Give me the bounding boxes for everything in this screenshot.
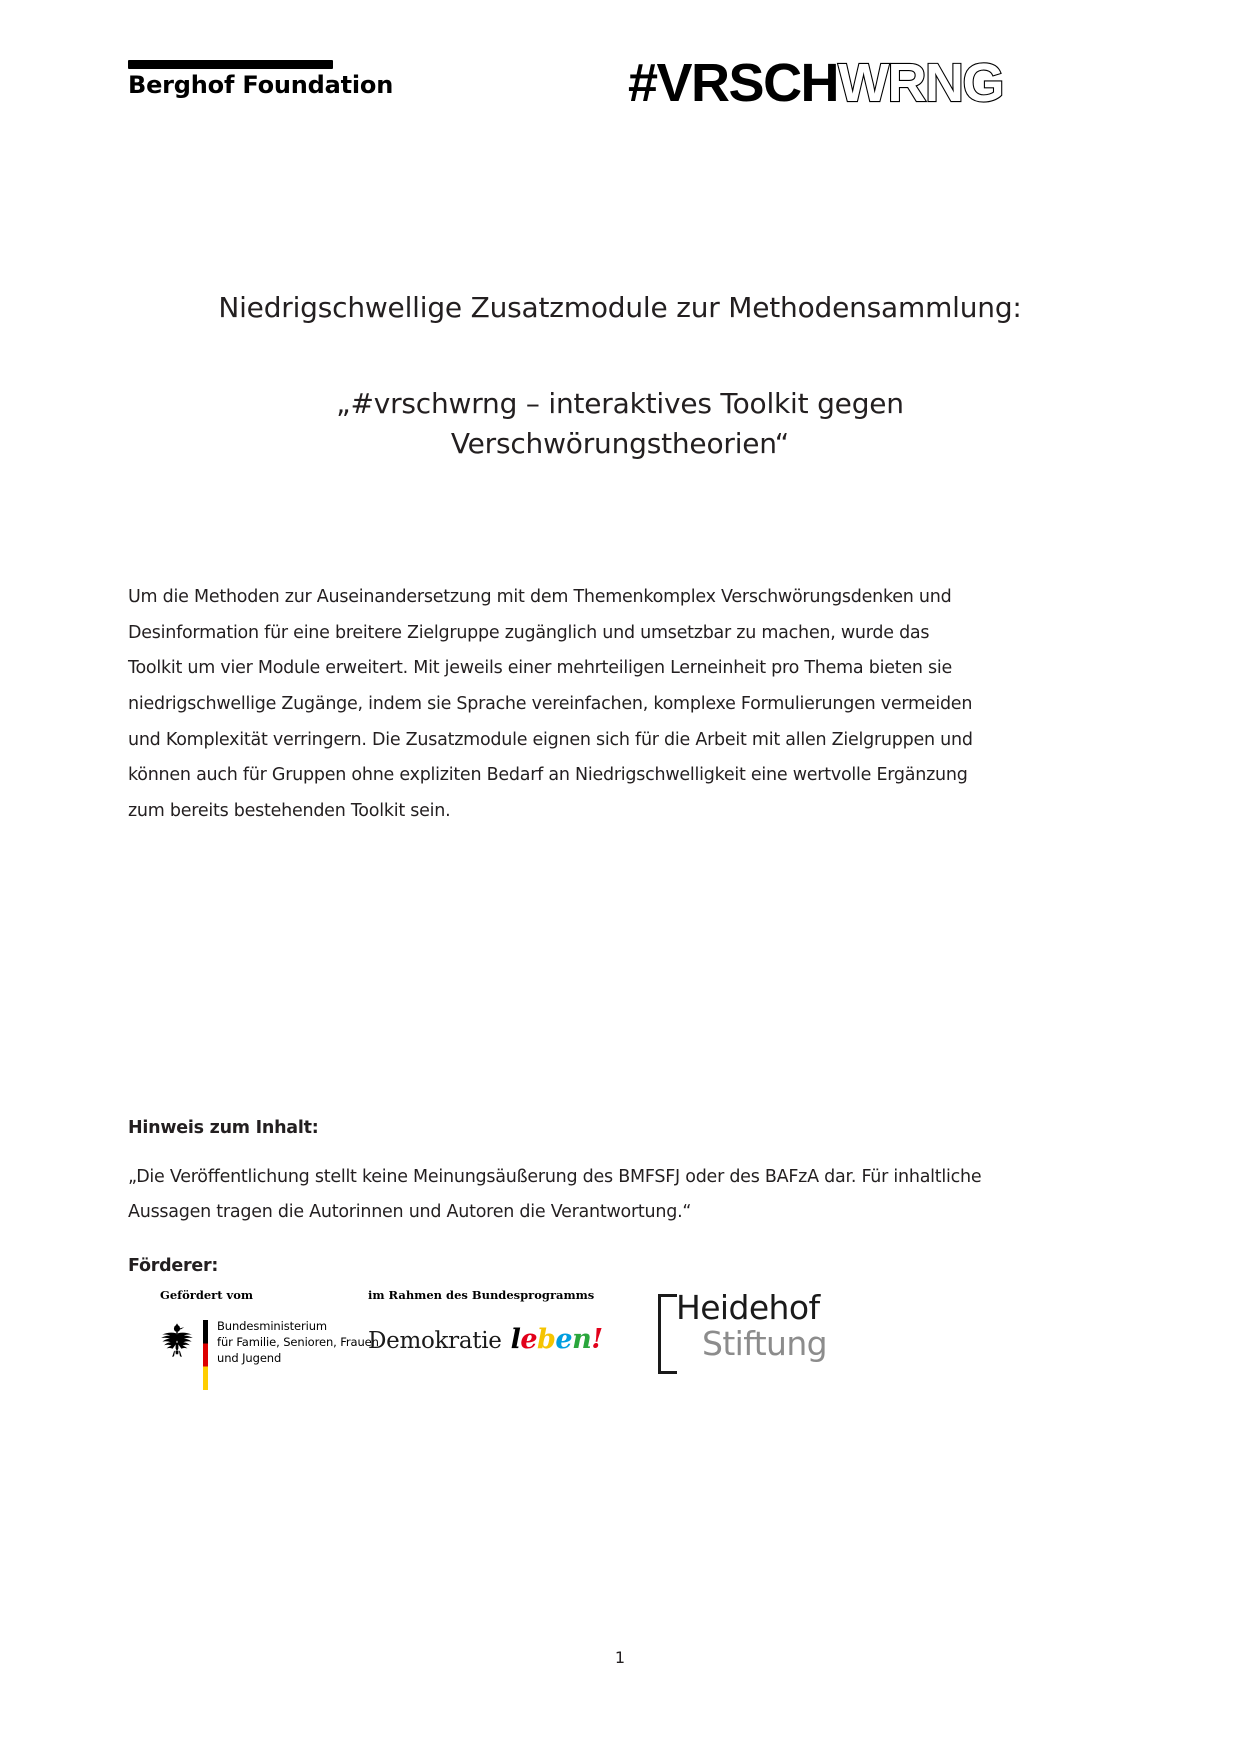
leben-letter-1: l [510,1324,521,1355]
heidehof-name: Heidehof [676,1288,820,1327]
funder-logos [128,1288,1112,1428]
notice-text: „Die Veröffentlichung stellt keine Meinungsäußerung des BMFSFJ oder des BAFzA dar. Für inhaltliche Aussagen tragen die Autorinnen und Autoren die Verantwortung.“ [128,1167,982,1222]
bmfsfj-mark [160,1318,390,1390]
bmfsfj-name [217,1319,379,1367]
bmfsfj-name-line-2: für Familie, Senioren, Frauen [217,1334,379,1349]
bmfsfj-caption: Gefördert vom [160,1288,254,1302]
heidehof-inner [658,1290,938,1363]
bmfsfj-logo [160,1288,390,1390]
title-line-1: Niedrigschwellige Zusatzmodule zur Methodensammlung: [218,291,1022,324]
demokratie-caption: im Rahmen des Bundesprogramms [368,1288,595,1302]
heidehof-bracket-mark [658,1294,677,1374]
leben-letter-4: e [555,1324,573,1355]
intro-paragraph: Um die Methoden zur Auseinandersetzung mit dem Themenkomplex Verschwörungsdenken und Desinformation für eine breitere Zielgruppe zugänglich und umsetzbar zu machen, wurde das Toolkit um vier Module erweitert. Mit jeweils einer mehrteiligen Lerneinheit pro Thema bieten sie niedrigschwellige Zugänge, indem sie Sprache vereinfachen, komplexe Formulierungen vermeiden und Komplexität verringern. Die Zusatzmodule eignen sich für die Arbeit mit allen Zielgruppen und können auch für Gruppen ohne expliziten Bedarf an Niedrigschwelligkeit eine wertvolle Ergänzung zum bereits bestehenden Toolkit sein. [128,587,973,822]
leben-letter-6: ! [591,1324,603,1355]
bmfsfj-name-line-3: und Jugend [217,1350,282,1365]
title-line-3: Verschwörungstheorien“ [450,426,790,460]
title-line-2: „#vrschwrng – interaktives Toolkit gegen [336,386,904,420]
german-flag-bar [203,1320,208,1390]
demokratie-leben-logo [368,1288,628,1355]
leben-letter-3: b [537,1324,556,1355]
page-footer [0,1648,1240,1668]
berghof-logo-bar [128,60,333,69]
page-header [0,52,1240,122]
page-title [128,288,1112,463]
heidehof-stiftung-logo [658,1290,938,1363]
leben-wordmark [511,1324,603,1355]
page-number: 1 [614,1648,626,1667]
berghof-logo-text: Berghof Foundation [128,71,394,99]
demokratie-mark [368,1324,628,1355]
vrschwrng-campaign-logo [628,53,1004,113]
heidehof-subtitle: Stiftung [702,1324,828,1364]
notice-heading: Hinweis zum Inhalt: [128,1118,319,1138]
leben-letter-5: n [572,1324,592,1355]
notice-section [128,1118,988,1276]
title-spacer [128,328,1112,384]
vrschwrng-logo-hollow: WRNG [838,53,1004,113]
berghof-foundation-logo [128,60,394,99]
leben-letter-2: e [520,1324,538,1355]
demokratie-word: Demokratie [368,1328,502,1354]
funder-heading: Förderer: [128,1256,219,1276]
vrschwrng-logo-solid: #VRSCH [628,53,839,113]
federal-eagle-icon [160,1320,194,1360]
bmfsfj-name-line-1: Bundesministerium [217,1319,328,1333]
